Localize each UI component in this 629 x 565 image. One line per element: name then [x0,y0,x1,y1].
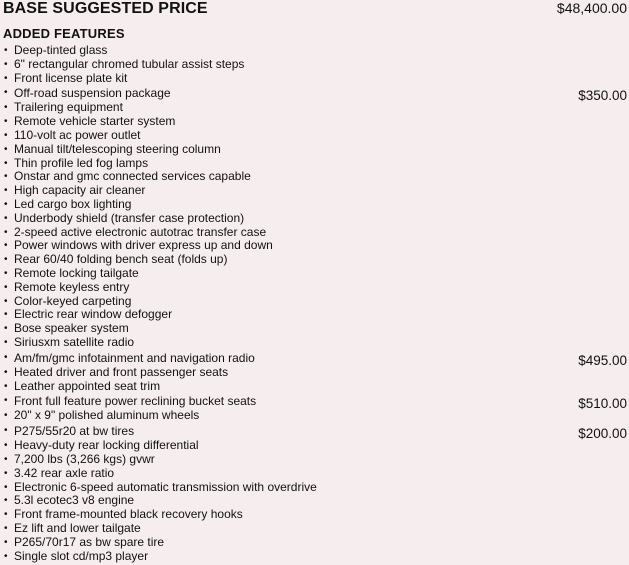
feature-item [0,101,629,115]
bullet-icon: • [4,336,8,348]
feature-name: Front full feature power reclining bucket seats [14,394,257,409]
feature-item [0,409,629,423]
bullet-icon: • [4,351,8,363]
base-price-row [0,0,629,20]
feature-item [0,522,629,536]
bullet-icon: • [4,281,8,293]
feature-name: Remote keyless entry [14,279,130,294]
feature-name: Off-road suspension package [14,86,171,101]
feature-name: Leather appointed seat trim [14,378,161,393]
bullet-icon: • [4,536,8,548]
feature-item [0,322,629,336]
bullet-icon: • [4,495,8,507]
feature-name: Power windows with driver express up and down [14,238,273,253]
bullet-icon: • [4,87,8,99]
feature-item [0,44,629,58]
feature-price: $200.00 [578,426,627,442]
feature-item [0,366,629,380]
feature-item [0,380,629,394]
feature-name: Remote vehicle starter system [14,114,176,129]
feature-name: Heated driver and front passenger seats [14,364,229,379]
feature-item [0,481,629,495]
feature-item [0,295,629,309]
feature-name: Single slot cd/mp3 player [14,548,149,563]
feature-price: $350.00 [578,88,627,104]
feature-name: Bose speaker system [14,321,129,336]
bullet-icon: • [4,509,8,521]
features-list [0,44,629,563]
bullet-icon: • [4,380,8,392]
bullet-icon: • [4,481,8,493]
feature-price: $495.00 [578,352,627,368]
feature-item [0,226,629,240]
feature-name: 5.3l ecotec3 v8 engine [14,493,135,508]
feature-item [0,58,629,72]
feature-name: Electric rear window defogger [14,307,173,322]
feature-name: 3.42 rear axle ratio [14,465,115,480]
bullet-icon: • [4,58,8,70]
bullet-icon: • [4,522,8,534]
feature-name: Front frame-mounted black recovery hooks [14,507,243,522]
feature-item [0,467,629,481]
feature-item [0,439,629,453]
bullet-icon: • [4,467,8,479]
feature-item [0,508,629,522]
feature-name: P265/70r17 as bw spare tire [14,534,165,549]
feature-item [0,308,629,322]
bullet-icon: • [4,410,8,422]
feature-item [0,184,629,198]
feature-name: Led cargo box lighting [14,196,132,211]
bullet-icon: • [4,102,8,114]
bullet-icon: • [4,129,8,141]
feature-name: 7,200 lbs (3,266 kgs) gvwr [14,451,155,466]
feature-price: $510.00 [578,396,627,412]
bullet-icon: • [4,157,8,169]
bullet-icon: • [4,295,8,307]
bullet-icon: • [4,171,8,183]
feature-item [0,281,629,295]
bullet-icon: • [4,440,8,452]
feature-name: Onstar and gmc connected services capable [14,169,251,184]
bullet-icon: • [4,212,8,224]
bullet-icon: • [4,116,8,128]
feature-name: Front license plate kit [14,70,128,85]
feature-name: Ez lift and lower tailgate [14,520,141,535]
feature-name: 6" rectangular chromed tubular assist steps [14,56,245,71]
bullet-icon: • [4,185,8,197]
bullet-icon: • [4,198,8,210]
feature-name: Trailering equipment [14,100,123,115]
feature-item [0,115,629,129]
feature-name: High capacity air cleaner [14,183,146,198]
feature-item [0,143,629,157]
feature-name: Color-keyed carpeting [14,293,132,308]
added-features-heading: ADDED FEATURES [3,26,125,41]
feature-name: Thin profile led fog lamps [14,155,149,170]
base-price-label: BASE SUGGESTED PRICE [3,0,208,17]
feature-name: P275/55r20 at bw tires [14,424,135,439]
feature-item [0,170,629,184]
feature-item [0,157,629,171]
bullet-icon: • [4,323,8,335]
bullet-icon: • [4,267,8,279]
feature-name: Heavy-duty rear locking differential [14,438,199,453]
feature-item [0,336,629,350]
bullet-icon: • [4,226,8,238]
bullet-icon: • [4,550,8,562]
feature-item [0,423,629,442]
feature-item [0,239,629,253]
feature-item [0,550,629,564]
feature-name: Electronic 6-speed automatic transmission with overdrive [14,479,317,494]
feature-item [0,129,629,143]
feature-name: Am/fm/gmc infotainment and navigation radio [14,350,255,365]
bullet-icon: • [4,72,8,84]
feature-name: 2-speed active electronic autotrac transfer case [14,224,267,239]
feature-name: 20" x 9" polished aluminum wheels [14,408,200,423]
feature-item [0,198,629,212]
feature-name: Siriusxm satellite radio [14,334,135,349]
bullet-icon: • [4,143,8,155]
bullet-icon: • [4,45,8,56]
feature-item [0,267,629,281]
bullet-icon: • [4,254,8,266]
feature-item [0,212,629,226]
feature-item [0,393,629,412]
bullet-icon: • [4,395,8,407]
bullet-icon: • [4,453,8,465]
bullet-icon: • [4,366,8,378]
feature-name: Rear 60/40 folding bench seat (folds up) [14,252,228,267]
feature-item [0,536,629,550]
feature-item [0,453,629,467]
base-price-value: $48,400.00 [556,0,627,16]
bullet-icon: • [4,309,8,321]
feature-item [0,350,629,366]
feature-item [0,85,629,104]
bullet-icon: • [4,240,8,252]
feature-name: Deep-tinted glass [14,43,108,57]
feature-name: Remote locking tailgate [14,265,139,280]
feature-item [0,72,629,86]
feature-item [0,253,629,267]
bullet-icon: • [4,425,8,437]
feature-name: Underbody shield (transfer case protection) [14,210,245,225]
feature-name: 110-volt ac power outlet [14,127,141,142]
feature-item [0,494,629,508]
feature-name: Manual tilt/telescoping steering column [14,141,221,156]
